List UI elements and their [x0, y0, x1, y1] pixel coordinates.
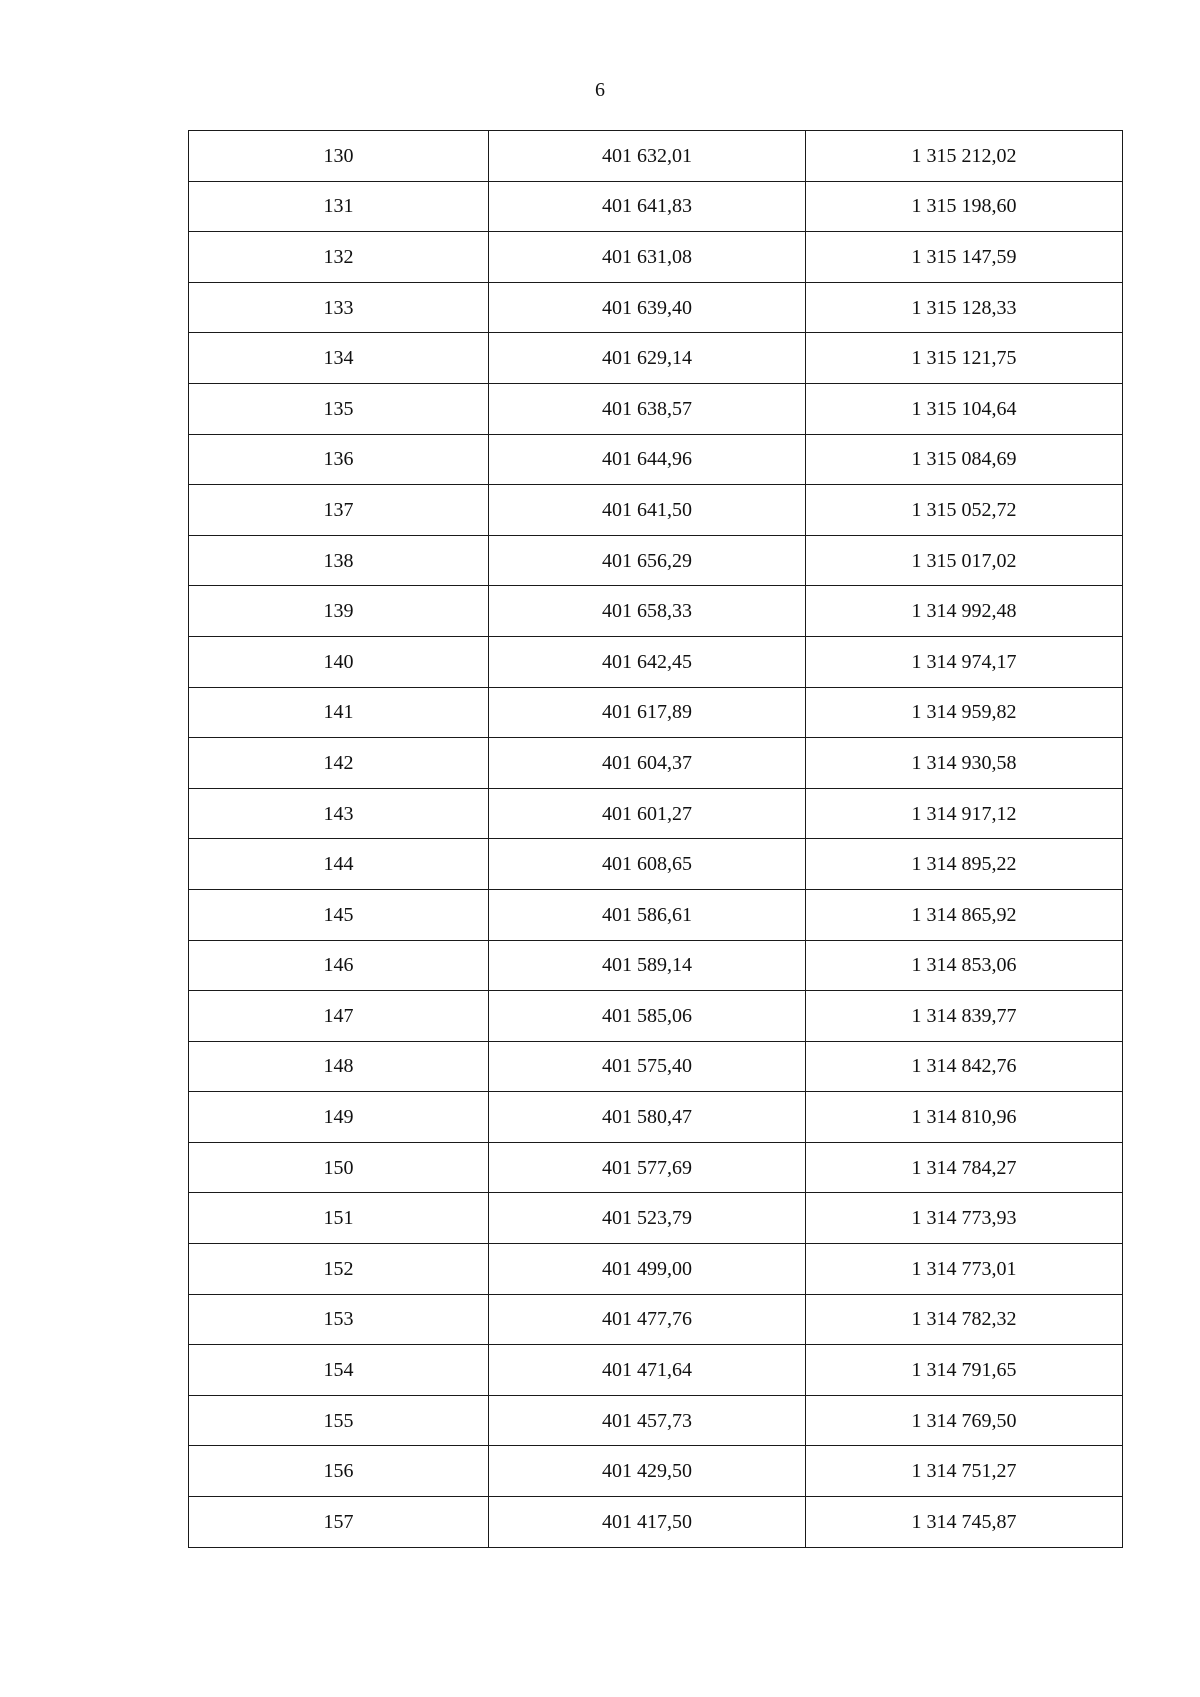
table-row	[189, 1294, 1123, 1345]
y-coordinate-cell: 1 314 784,27	[806, 1142, 1123, 1193]
point-number-cell: 154	[189, 1345, 489, 1396]
point-number-cell: 138	[189, 535, 489, 586]
table-row	[189, 738, 1123, 789]
y-coordinate-cell: 1 314 773,01	[806, 1244, 1123, 1295]
table-row	[189, 282, 1123, 333]
point-number-cell: 145	[189, 889, 489, 940]
table-row	[189, 636, 1123, 687]
table-row	[189, 788, 1123, 839]
y-coordinate-cell: 1 315 128,33	[806, 282, 1123, 333]
x-coordinate-cell: 401 604,37	[489, 738, 806, 789]
point-number-cell: 143	[189, 788, 489, 839]
point-number-cell: 135	[189, 383, 489, 434]
x-coordinate-cell: 401 658,33	[489, 586, 806, 637]
x-coordinate-cell: 401 575,40	[489, 1041, 806, 1092]
point-number-cell: 144	[189, 839, 489, 890]
x-coordinate-cell: 401 629,14	[489, 333, 806, 384]
y-coordinate-cell: 1 315 017,02	[806, 535, 1123, 586]
point-number-cell: 134	[189, 333, 489, 384]
point-number-cell: 133	[189, 282, 489, 333]
y-coordinate-cell: 1 315 121,75	[806, 333, 1123, 384]
x-coordinate-cell: 401 585,06	[489, 991, 806, 1042]
table-row	[189, 1244, 1123, 1295]
x-coordinate-cell: 401 457,73	[489, 1395, 806, 1446]
point-number-cell: 149	[189, 1092, 489, 1143]
x-coordinate-cell: 401 639,40	[489, 282, 806, 333]
y-coordinate-cell: 1 314 773,93	[806, 1193, 1123, 1244]
y-coordinate-cell: 1 315 147,59	[806, 232, 1123, 283]
x-coordinate-cell: 401 471,64	[489, 1345, 806, 1396]
table-row	[189, 1193, 1123, 1244]
point-number-cell: 155	[189, 1395, 489, 1446]
x-coordinate-cell: 401 586,61	[489, 889, 806, 940]
x-coordinate-cell: 401 577,69	[489, 1142, 806, 1193]
point-number-cell: 141	[189, 687, 489, 738]
y-coordinate-cell: 1 314 791,65	[806, 1345, 1123, 1396]
x-coordinate-cell: 401 417,50	[489, 1497, 806, 1548]
point-number-cell: 131	[189, 181, 489, 232]
x-coordinate-cell: 401 631,08	[489, 232, 806, 283]
table-row	[189, 1446, 1123, 1497]
x-coordinate-cell: 401 429,50	[489, 1446, 806, 1497]
table-row	[189, 333, 1123, 384]
x-coordinate-cell: 401 523,79	[489, 1193, 806, 1244]
x-coordinate-cell: 401 589,14	[489, 940, 806, 991]
x-coordinate-cell: 401 632,01	[489, 131, 806, 182]
x-coordinate-cell: 401 601,27	[489, 788, 806, 839]
table-row	[189, 535, 1123, 586]
y-coordinate-cell: 1 314 853,06	[806, 940, 1123, 991]
point-number-cell: 132	[189, 232, 489, 283]
table-row	[189, 434, 1123, 485]
table-row	[189, 131, 1123, 182]
table-row	[189, 1395, 1123, 1446]
point-number-cell: 150	[189, 1142, 489, 1193]
page-number: 6	[595, 79, 605, 101]
table-row	[189, 889, 1123, 940]
x-coordinate-cell: 401 644,96	[489, 434, 806, 485]
point-number-cell: 151	[189, 1193, 489, 1244]
coordinates-table	[188, 130, 1123, 1548]
point-number-cell: 148	[189, 1041, 489, 1092]
point-number-cell: 142	[189, 738, 489, 789]
table-row	[189, 991, 1123, 1042]
y-coordinate-cell: 1 315 212,02	[806, 131, 1123, 182]
point-number-cell: 130	[189, 131, 489, 182]
x-coordinate-cell: 401 608,65	[489, 839, 806, 890]
y-coordinate-cell: 1 314 917,12	[806, 788, 1123, 839]
x-coordinate-cell: 401 656,29	[489, 535, 806, 586]
point-number-cell: 146	[189, 940, 489, 991]
y-coordinate-cell: 1 315 198,60	[806, 181, 1123, 232]
table-row	[189, 1497, 1123, 1548]
table-row	[189, 383, 1123, 434]
table-row	[189, 1142, 1123, 1193]
y-coordinate-cell: 1 314 895,22	[806, 839, 1123, 890]
table-row	[189, 232, 1123, 283]
y-coordinate-cell: 1 314 810,96	[806, 1092, 1123, 1143]
point-number-cell: 136	[189, 434, 489, 485]
table-row	[189, 1041, 1123, 1092]
y-coordinate-cell: 1 314 974,17	[806, 636, 1123, 687]
y-coordinate-cell: 1 314 769,50	[806, 1395, 1123, 1446]
x-coordinate-cell: 401 477,76	[489, 1294, 806, 1345]
point-number-cell: 157	[189, 1497, 489, 1548]
y-coordinate-cell: 1 314 751,27	[806, 1446, 1123, 1497]
x-coordinate-cell: 401 641,83	[489, 181, 806, 232]
y-coordinate-cell: 1 314 782,32	[806, 1294, 1123, 1345]
y-coordinate-cell: 1 315 104,64	[806, 383, 1123, 434]
table-row	[189, 485, 1123, 536]
table-row	[189, 839, 1123, 890]
point-number-cell: 156	[189, 1446, 489, 1497]
y-coordinate-cell: 1 314 930,58	[806, 738, 1123, 789]
x-coordinate-cell: 401 617,89	[489, 687, 806, 738]
point-number-cell: 139	[189, 586, 489, 637]
table-row	[189, 1345, 1123, 1396]
point-number-cell: 153	[189, 1294, 489, 1345]
table-row	[189, 586, 1123, 637]
table-row	[189, 181, 1123, 232]
y-coordinate-cell: 1 314 959,82	[806, 687, 1123, 738]
x-coordinate-cell: 401 642,45	[489, 636, 806, 687]
coordinates-table-body	[189, 131, 1123, 1548]
point-number-cell: 137	[189, 485, 489, 536]
y-coordinate-cell: 1 315 052,72	[806, 485, 1123, 536]
x-coordinate-cell: 401 638,57	[489, 383, 806, 434]
y-coordinate-cell: 1 314 992,48	[806, 586, 1123, 637]
y-coordinate-cell: 1 315 084,69	[806, 434, 1123, 485]
point-number-cell: 147	[189, 991, 489, 1042]
y-coordinate-cell: 1 314 865,92	[806, 889, 1123, 940]
x-coordinate-cell: 401 641,50	[489, 485, 806, 536]
y-coordinate-cell: 1 314 745,87	[806, 1497, 1123, 1548]
point-number-cell: 140	[189, 636, 489, 687]
table-row	[189, 687, 1123, 738]
x-coordinate-cell: 401 499,00	[489, 1244, 806, 1295]
y-coordinate-cell: 1 314 842,76	[806, 1041, 1123, 1092]
x-coordinate-cell: 401 580,47	[489, 1092, 806, 1143]
point-number-cell: 152	[189, 1244, 489, 1295]
table-row	[189, 940, 1123, 991]
table-row	[189, 1092, 1123, 1143]
y-coordinate-cell: 1 314 839,77	[806, 991, 1123, 1042]
